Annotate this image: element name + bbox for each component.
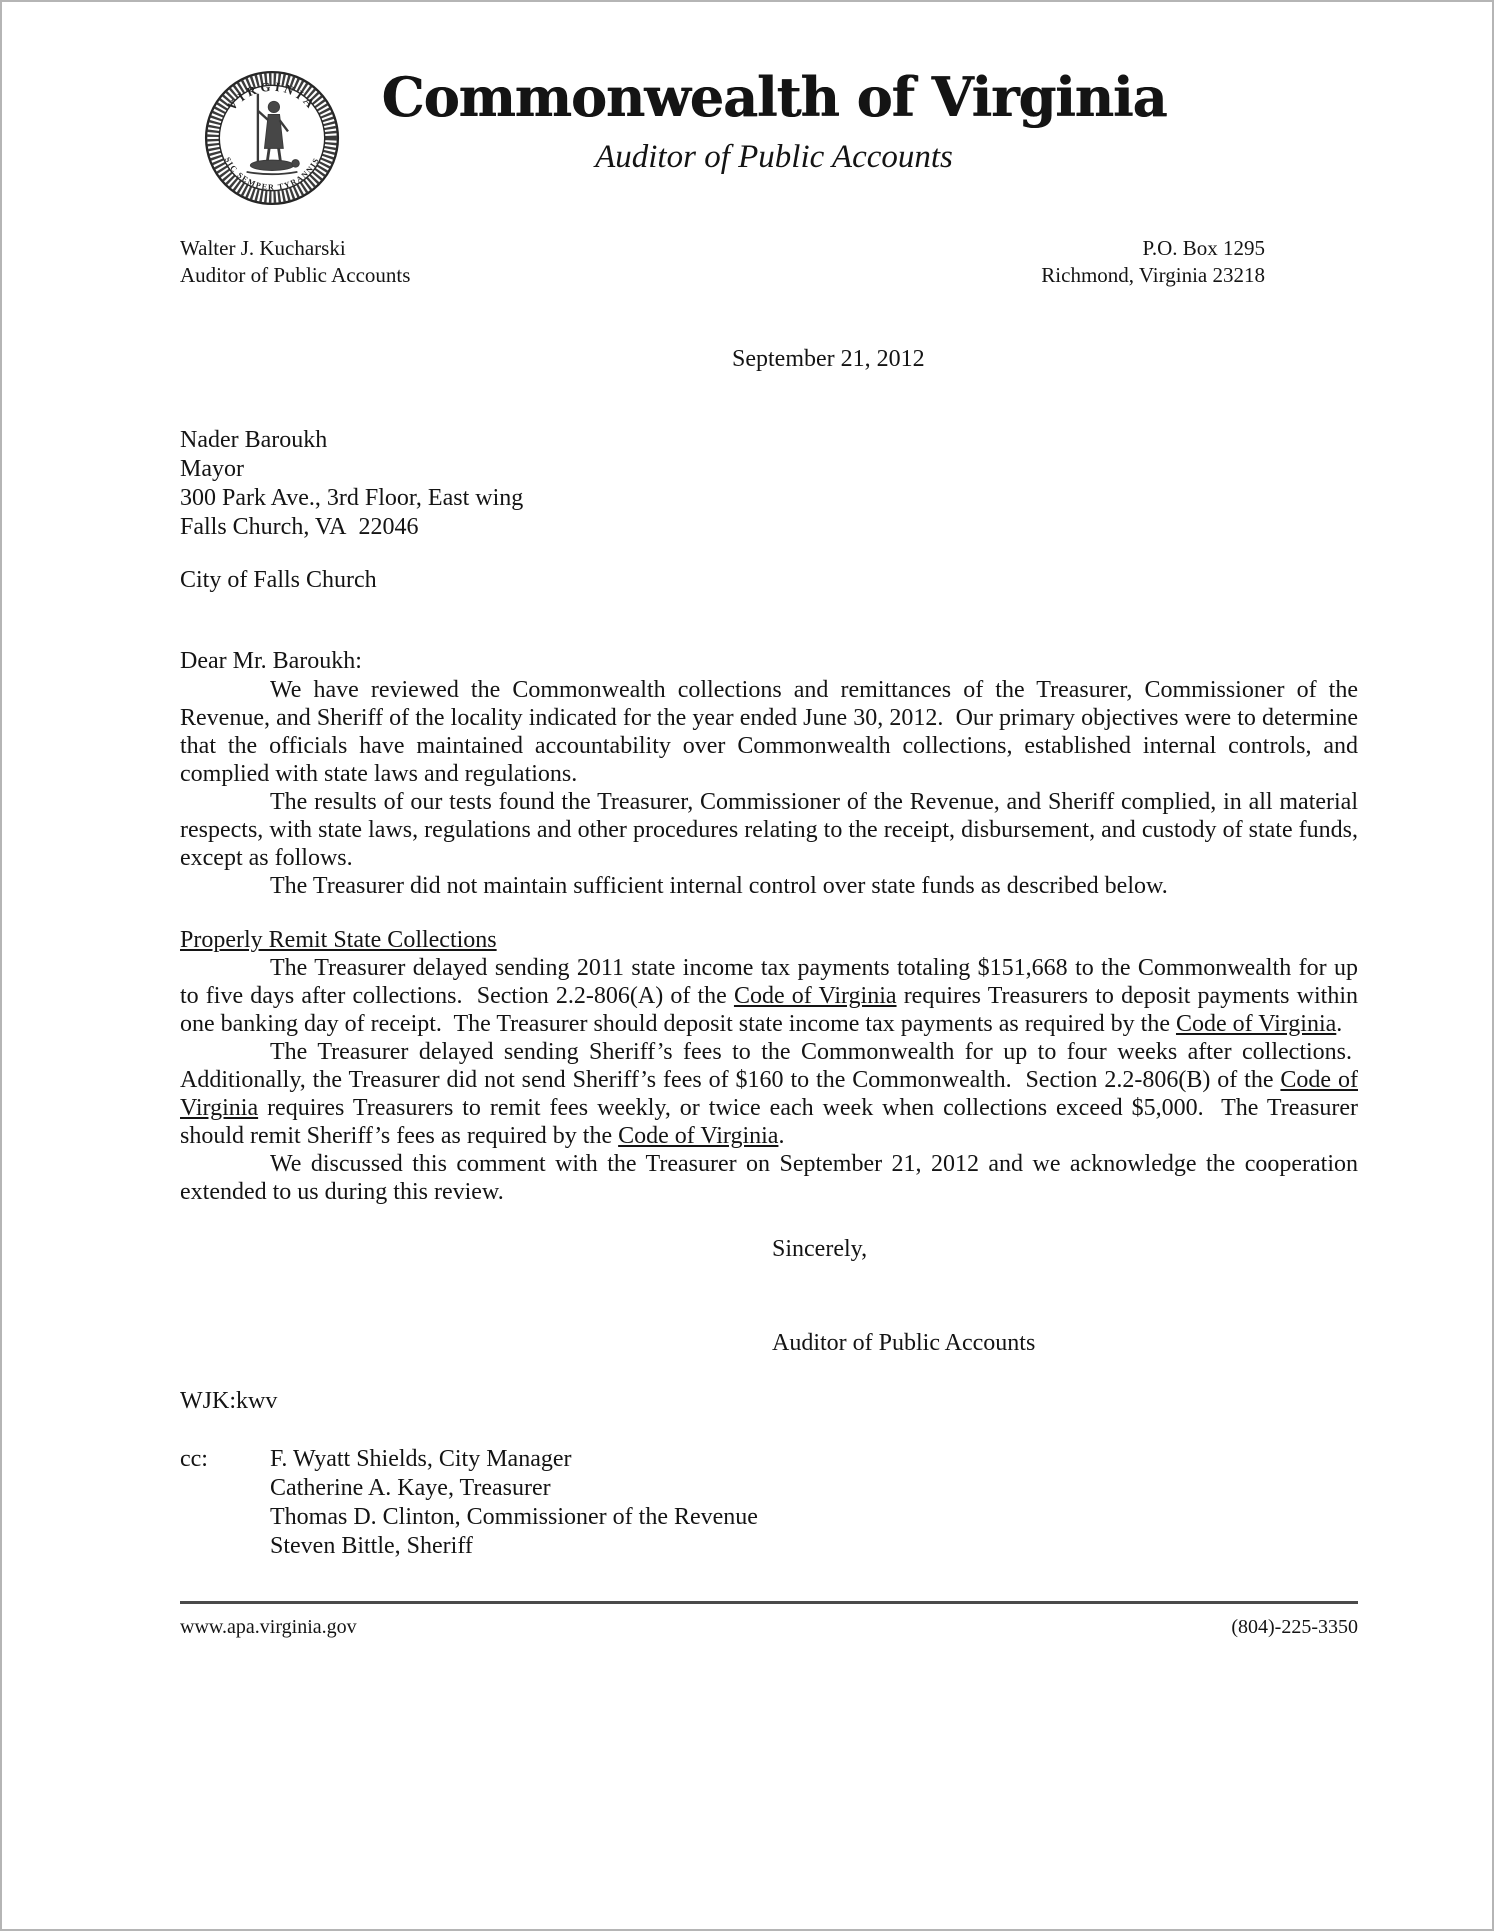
svg-text:VIRGINIA: VIRGINIA [224, 79, 320, 114]
code-of-virginia-reference: Code of Virginia [618, 1123, 779, 1150]
cc-block [180, 1445, 1358, 1561]
paragraph-segment: . [1336, 1011, 1343, 1038]
paragraph-segment: The Treasurer delayed sending 2011 state income tax payments totaling $151,668 to the Commonwealth for up to five days after collections. Section 2.2-806(A) of the [180, 955, 1358, 1010]
po-box-line: P.O. Box 1295 [1142, 236, 1265, 261]
section-heading-remit-collections: Properly Remit State Collections [180, 927, 497, 954]
letterhead-subtitle: Auditor of Public Accounts [595, 139, 953, 176]
paragraph-segment: . [778, 1123, 785, 1150]
footer-divider [180, 1601, 1358, 1604]
recipient-street: 300 Park Ave., 3rd Floor, East wing [180, 485, 524, 512]
auditor-identity-block [180, 235, 410, 289]
letter-date: September 21, 2012 [732, 346, 925, 373]
reference-initials: WJK:kwv [180, 1388, 278, 1415]
valediction: Sincerely, [772, 1236, 868, 1263]
code-of-virginia-reference: Code of Virginia [1175, 1011, 1337, 1038]
letter-body [2, 345, 1492, 1639]
footer-row [180, 1616, 1358, 1639]
paragraph-segment: The Treasurer delayed sending Sheriff’s fees to the Commonwealth for up to four weeks after collections. Additionally, the Treasurer did not send Sheriff’s fees of $160 to the Commonwealth. Section 2.2-806(B) of the [180, 1039, 1358, 1094]
recipient-city-state-zip: Falls Church, VA 22046 [180, 514, 419, 541]
letterhead-title: Commonwealth of Virginia [381, 65, 1167, 129]
footer-phone: (804)-225-3350 [1231, 1616, 1358, 1639]
office-address-block [1041, 235, 1265, 289]
cc-name-list [270, 1445, 758, 1561]
footer-website: www.apa.virginia.gov [180, 1616, 357, 1639]
paragraph-segment: requires Treasurers to remit fees weekly, or twice each week when collections exceed $5,000. The Treasurer should remit Sheriff’s fees as required by the [180, 1095, 1358, 1150]
svg-text:SIC SEMPER TYRANNIS: SIC SEMPER TYRANNIS [222, 155, 322, 192]
code-of-virginia-reference: Code of Virginia [180, 1067, 1358, 1122]
recipient-title: Mayor [180, 456, 244, 483]
locality-line: City of Falls Church [180, 567, 377, 594]
auditor-name: Walter J. Kucharski [180, 236, 346, 261]
recipient-name: Nader Baroukh [180, 427, 328, 454]
auditor-title: Auditor of Public Accounts [180, 263, 411, 288]
paragraph-segment: requires Treasurers to deposit payments within one banking day of receipt. The Treasurer should deposit state income tax payments as required by the [180, 983, 1359, 1038]
cc-name: Thomas D. Clinton, Commissioner of the Revenue [270, 1504, 758, 1531]
paragraph-acknowledgement: We discussed this comment with the Treasurer on September 21, 2012 and we acknowledge the cooperation extended to us during this review. [180, 1151, 1358, 1206]
city-state-zip-line: Richmond, Virginia 23218 [1041, 263, 1265, 288]
code-of-virginia-reference: Code of Virginia [733, 983, 897, 1010]
paragraph-income-tax-remittance [180, 954, 1358, 1038]
paragraph-internal-control: The Treasurer did not maintain sufficient internal control over state funds as described below. [270, 873, 1168, 900]
cc-name: F. Wyatt Shields, City Manager [270, 1446, 572, 1473]
paragraph-sheriff-fees [180, 1038, 1358, 1150]
virginia-state-seal-icon [192, 58, 352, 218]
cc-name: Catherine A. Kaye, Treasurer [270, 1475, 551, 1502]
paragraph-review-scope: We have reviewed the Commonwealth collections and remittances of the Treasurer, Commissioner of the Revenue, and Sheriff of the locality indicated for the year ended June 30, 2012. Our primary objectives were to determine that the officials have maintained accountability over Commonwealth collections, established internal controls, and complied with state laws and regulations. [180, 677, 1358, 788]
cc-name: Steven Bittle, Sheriff [270, 1533, 473, 1560]
salutation: Dear Mr. Baroukh: [180, 648, 362, 675]
signer-title: Auditor of Public Accounts [772, 1330, 1036, 1357]
letterhead-info-row [2, 235, 1492, 289]
cc-label: cc: [180, 1446, 208, 1473]
paragraph-test-results: The results of our tests found the Treasurer, Commissioner of the Revenue, and Sheriff complied, in all material respects, with state laws, regulations and other procedures relating to the receipt, disbursement, and custody of state funds, except as follows. [180, 789, 1358, 872]
recipient-address-block [180, 426, 1358, 542]
